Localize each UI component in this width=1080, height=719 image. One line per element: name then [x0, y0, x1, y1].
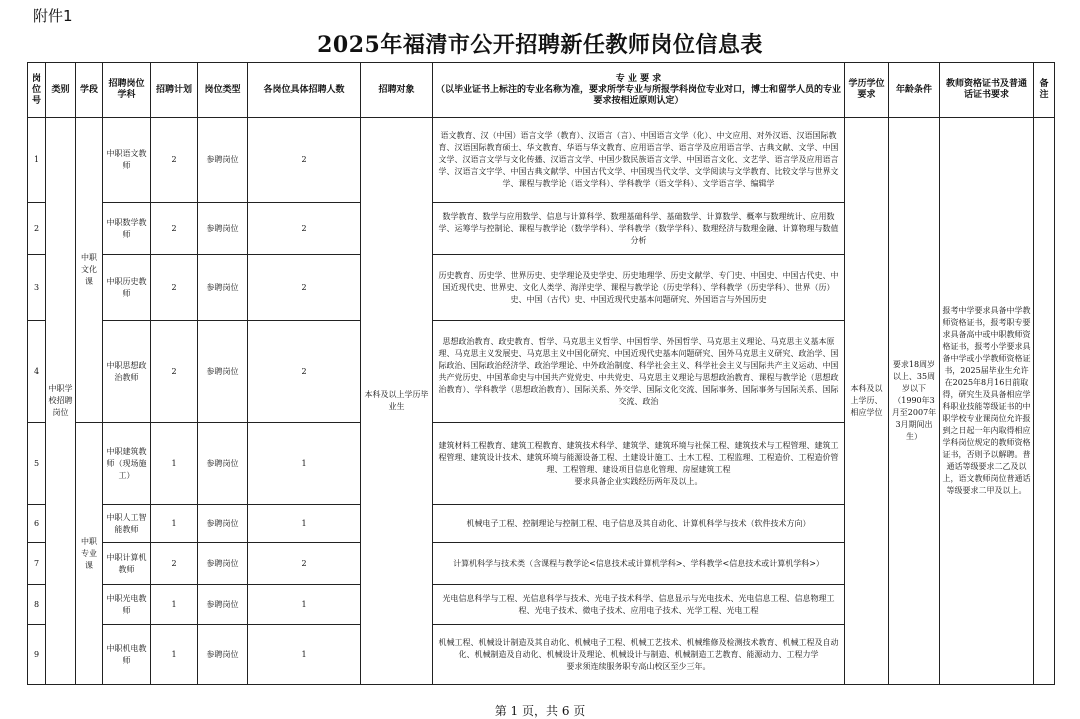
degree-cell: 本科及以上学历、相应学位: [845, 118, 889, 685]
header-remark: 备注: [1034, 63, 1055, 118]
post-type: 参聘岗位: [198, 255, 248, 321]
post-no: 2: [28, 203, 46, 255]
post-no: 6: [28, 505, 46, 543]
per-post-count: 2: [248, 543, 361, 585]
major-requirement: 语文教育、汉（中国）语言文学（教育）、汉语言（言）、中国语言文学（化）、中文应用、对外汉语、汉语国际教育、汉语国际教育硕士、华文教育、华语与华文教育、应用语言学、语言学及应用语言学、古典文献、文学、中国文学、汉语言文学与文化传播、汉语言文学、中国少数民族语言文学、中国语言文化、文艺学、语言学及应用语言学、汉语言文字学、中国古典文献学、中国古代文学、中国现当代文学、文学阅读与文学教育、比较文学与世界文学、课程与教学论（语文学科）、学科教学（语文学科）、文学语言学、编辑学: [433, 118, 845, 203]
post-no: 8: [28, 585, 46, 625]
post-subject: 中职计算机教师: [103, 543, 151, 585]
post-no: 4: [28, 321, 46, 423]
plan-count: 2: [151, 255, 198, 321]
plan-count: 2: [151, 203, 198, 255]
header-post-no: 岗位号: [28, 63, 46, 118]
target-cell: 本科及以上学历毕业生: [361, 118, 433, 685]
per-post-count: 1: [248, 505, 361, 543]
post-type: 参聘岗位: [198, 423, 248, 505]
header-age: 年龄条件: [889, 63, 940, 118]
plan-count: 1: [151, 423, 198, 505]
post-no: 9: [28, 625, 46, 685]
major-requirement: 思想政治教育、政史教育、哲学、马克思主义哲学、中国哲学、外国哲学、马克思主义理论、马克思主义基本原理、马克思主义发展史、马克思主义中国化研究、中国近现代史基本问题研究、国外马克思主义研究、政治学、国际政治、国际政治经济学、政治学理论、中外政治制度、科学社会主义、科学社会主义与国际共产主义运动、中国共产党历史、中国革命史与中国共产党党史、中共党史、马克思主义理论与思想政治教育、课程与教学论（思想政治教育）、学科教学（思想政治教育）、国际关系、外交学、国际文化交流、国际事务、国际事务与国际关系、国际交流、政治: [433, 321, 845, 423]
post-type: 参聘岗位: [198, 625, 248, 685]
header-major: [433, 63, 845, 118]
per-post-count: 1: [248, 585, 361, 625]
post-type: 参聘岗位: [198, 321, 248, 423]
major-note: 要求须连续服务职专高山校区至少三年。: [566, 661, 711, 671]
post-type: 参聘岗位: [198, 203, 248, 255]
header-post-subject: 招聘岗位学科: [103, 63, 151, 118]
header-section: 学段: [76, 63, 103, 118]
header-per-post: 各岗位具体招聘人数: [248, 63, 361, 118]
plan-count: 1: [151, 585, 198, 625]
attachment-label: 附件1: [33, 7, 73, 25]
per-post-count: 2: [248, 118, 361, 203]
plan-count: 2: [151, 543, 198, 585]
post-no: 1: [28, 118, 46, 203]
post-subject: 中职历史教师: [103, 255, 151, 321]
post-type: 参聘岗位: [198, 118, 248, 203]
per-post-count: 2: [248, 203, 361, 255]
post-subject: 中职数学教师: [103, 203, 151, 255]
plan-count: 1: [151, 625, 198, 685]
post-subject: 中职思想政治教师: [103, 321, 151, 423]
post-type: 参聘岗位: [198, 543, 248, 585]
major-requirement: 数学教育、数学与应用数学、信息与计算科学、数理基础科学、基础数学、计算数学、概率与数理统计、应用数学、运筹学与控制论、课程与教学论（数学学科）、学科教学（数学学科）、数理经济与数理金融、计算物理与数值分析: [433, 203, 845, 255]
category-cell: 中职学校招聘岗位: [46, 118, 76, 685]
post-subject: 中职光电教师: [103, 585, 151, 625]
age-cell: 要求18周岁以上、35周岁以下（1990年3月至2007年3月期间出生）: [889, 118, 940, 685]
major-requirement: 光电信息科学与工程、光信息科学与技术、光电子技术科学、信息显示与光电技术、光电信息工程、信息物理工程、光电子技术、微电子技术、应用电子技术、光学工程、光电工程: [433, 585, 845, 625]
major-requirement: [433, 625, 845, 685]
post-info-table: [27, 62, 1055, 685]
post-subject: 中职机电教师: [103, 625, 151, 685]
major-text: 建筑材料工程教育、建筑工程教育、建筑技术科学、建筑学、建筑环境与社保工程、建筑技术与工程管理、建筑工程管理、建筑设计技术、建筑环境与能源设备工程、土建设计施工、土木工程、工程监理、工程造价、工程造价管理、工程管理、建设项目信息化管理、房屋建筑工程: [438, 440, 839, 474]
header-cert: 教师资格证书及普通话证书要求: [940, 63, 1034, 118]
per-post-count: 2: [248, 321, 361, 423]
major-requirement: [433, 423, 845, 505]
section-major-cell: 中职专业课: [76, 423, 103, 685]
per-post-count: 2: [248, 255, 361, 321]
header-row: [28, 63, 1055, 118]
cert-cell: 报考中学要求具备中学教师资格证书，报考职专要求具备高中或中职教师资格证书，报考小学要求具备中学或小学教师资格证书，2025届毕业生允许在2025年8月16日前取得，研究生及具备相应学科职业技能等级证书的中职学校专业课岗位允许报到之日起一年内取得相应学科岗位规定的教师资格证书，否则予以解聘。普通话等级要求二乙及以上，语文教师岗位普通话等级要求二甲及以上。: [940, 118, 1034, 685]
header-category: 类别: [46, 63, 76, 118]
post-subject: 中职语文教师: [103, 118, 151, 203]
post-subject: 中职人工智能教师: [103, 505, 151, 543]
major-note: 要求具备企业实践经历两年及以上。: [574, 476, 703, 486]
post-type: 参聘岗位: [198, 505, 248, 543]
plan-count: 2: [151, 118, 198, 203]
post-no: 7: [28, 543, 46, 585]
plan-count: 1: [151, 505, 198, 543]
plan-count: 2: [151, 321, 198, 423]
header-major-note: （以毕业证书上标注的专业名称为准，要求所学专业与所报学科岗位专业对口，博士和留学人员的专业要求按相近原则认定）: [435, 84, 841, 106]
post-no: 5: [28, 423, 46, 505]
header-target: 招聘对象: [361, 63, 433, 118]
post-type: 参聘岗位: [198, 585, 248, 625]
section-culture-cell: 中职文化课: [76, 118, 103, 423]
major-text: 机械工程、机械设计制造及其自动化、机械电子工程、机械工艺技术、机械维修及检测技术教育、机械工程及自动化、机械制造及自动化、机械设计及理论、机械设计与制造、机械制造工艺教育、能源动力、工程力学: [438, 637, 839, 659]
major-requirement: 历史教育、历史学、世界历史、史学理论及史学史、历史地理学、历史文献学、专门史、中国史、中国古代史、中国近现代史、世界史、文化人类学、海洋史学、课程与教学论（历史学科）、学科教学（历史学科）、世界（历）史、中国（古代）史、中国近现代史基本问题研究、外国语言与外国历史: [433, 255, 845, 321]
major-requirement: 机械电子工程、控制理论与控制工程、电子信息及其自动化、计算机科学与技术（软件技术方向）: [433, 505, 845, 543]
post-subject: 中职建筑教师（现场施工）: [103, 423, 151, 505]
page-title: 2025年福清市公开招聘新任教师岗位信息表: [317, 32, 763, 58]
table-row: [28, 118, 1055, 203]
per-post-count: 1: [248, 423, 361, 505]
header-plan: 招聘计划: [151, 63, 198, 118]
major-requirement: 计算机科学与技术类（含课程与教学论<信息技术或计算机学科>、学科教学<信息技术或计算机学科>）: [433, 543, 845, 585]
page-footer: 第 1 页，共 6 页: [494, 704, 586, 718]
header-degree: 学历学位要求: [845, 63, 889, 118]
remark-cell: [1034, 118, 1055, 685]
header-major-title: 专 业 要 求: [615, 73, 662, 84]
per-post-count: 1: [248, 625, 361, 685]
post-no: 3: [28, 255, 46, 321]
header-post-type: 岗位类型: [198, 63, 248, 118]
